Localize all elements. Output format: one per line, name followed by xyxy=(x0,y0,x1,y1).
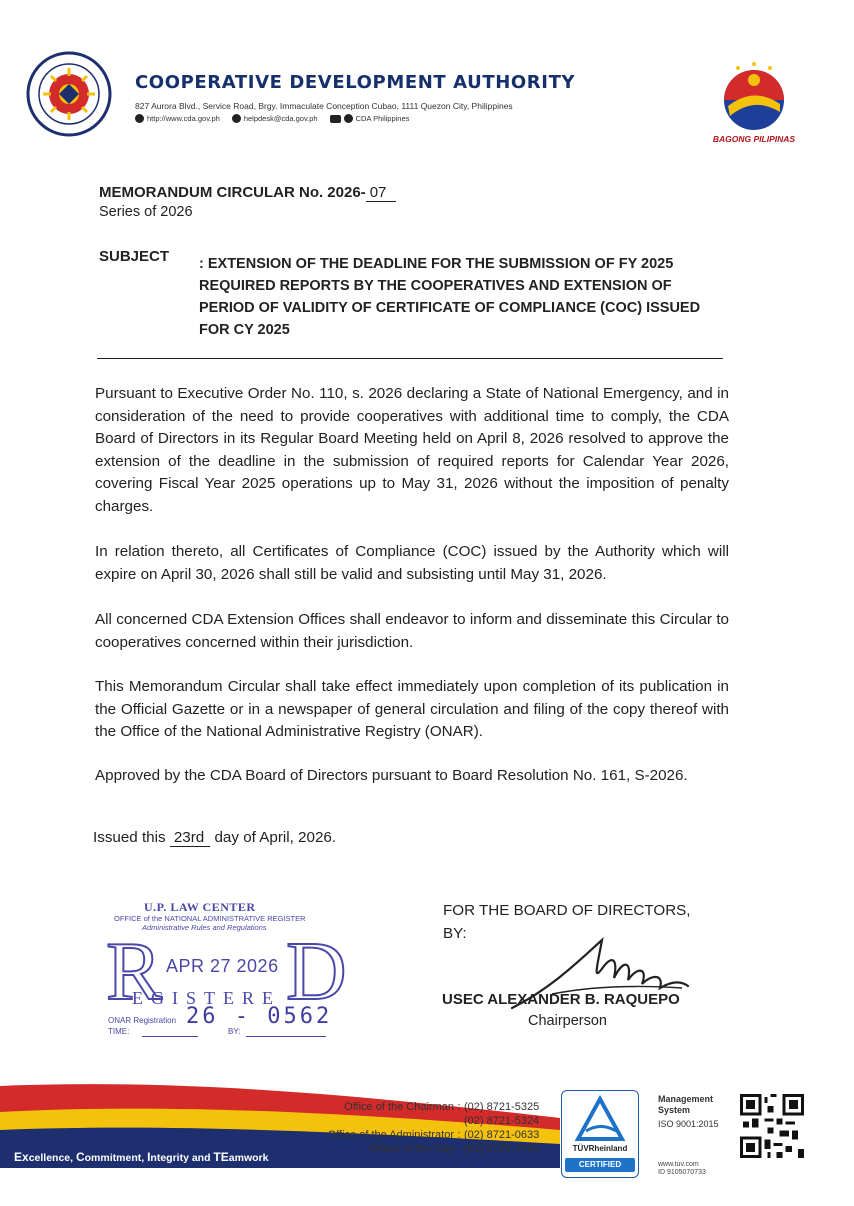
issued-day: 23rd xyxy=(170,829,210,847)
footer-motto xyxy=(14,1150,268,1164)
stamp-by-label: BY: xyxy=(228,1027,241,1036)
tuv-web-info: www.tuv.com ID 9105070733 xyxy=(658,1161,706,1176)
stamp-big-d: D xyxy=(286,925,347,1018)
motto-commitment: Commitment, xyxy=(75,1150,148,1164)
social-handle: CDA Philippines xyxy=(355,114,410,123)
stamp-onar-label: ONAR Registration xyxy=(108,1016,177,1025)
memo-title: MEMORANDUM CIRCULAR No. 2026- 07 xyxy=(99,184,396,202)
stamp-big-r: R xyxy=(106,925,163,1018)
stamp-time-line xyxy=(142,1036,198,1037)
bagong-pilipinas-text: BAGONG PILIPINAS xyxy=(712,134,796,144)
paragraph-5: Approved by the CDA Board of Directors pursuant to Board Resolution No. 161, S-2026. xyxy=(95,767,688,784)
tuv-triangle-icon xyxy=(562,1091,638,1147)
onar-registered-stamp xyxy=(100,896,347,1046)
subject-text: : EXTENSION OF THE DEADLINE FOR THE SUBMISSION OF FY 2025 REQUIRED REPORTS BY THE COOPERATIVES AND EXTENSION OF PERIOD OF VALIDITY OF CERTIFICATE OF COMPLIANCE (COC) ISSUED FOR CY 2025 xyxy=(199,256,701,338)
motto-integrity: Integrity xyxy=(147,1150,192,1164)
stamp-by-line xyxy=(246,1036,326,1037)
globe-icon xyxy=(135,114,144,123)
stamp-line-3: Administrative Rules and Regulations xyxy=(142,923,267,932)
tuv-certified-label: CERTIFIED xyxy=(565,1158,635,1172)
motto-teamwork: TEamwork xyxy=(213,1150,269,1164)
management-system-label: Management System xyxy=(658,1094,714,1115)
contact-row: Officer of the Day : (02) 8725-3764 xyxy=(368,1143,540,1155)
for-board-label: FOR THE BOARD OF DIRECTORS, xyxy=(443,902,691,919)
paragraph-2: In relation thereto, all Certificates of Compliance (COC) issued by the Authority which will expire on April 30, 2026 shall still be valid and subsisting until May 31, 2026. xyxy=(95,543,729,583)
subject-label: SUBJECT xyxy=(99,248,170,265)
qr-code-icon xyxy=(740,1094,804,1158)
website-link[interactable]: http://www.cda.gov.ph xyxy=(147,114,220,123)
issued-line: Issued this 23rd day of April, 2026. xyxy=(93,829,337,846)
bagong-pilipinas-logo xyxy=(708,60,800,132)
footer-contacts xyxy=(268,1100,554,1156)
email-icon xyxy=(232,114,241,123)
contact-row: Office of the Administrator : (02) 8721-0633 xyxy=(327,1129,540,1141)
signer-name: USEC ALEXANDER B. RAQUEPO xyxy=(442,991,680,1008)
org-contacts xyxy=(135,114,409,123)
org-address: 827 Aurora Blvd., Service Road, Brgy. Immaculate Conception Cubao, 1111 Quezon City, Philippines xyxy=(135,101,513,111)
paragraph-4: This Memorandum Circular shall take effect immediately upon completion of its publication in the Official Gazette or in a newspaper of general circulation and filing of the copy thereof with the Office of the National Administrative Registry (ONAR). xyxy=(95,678,729,740)
signature-by-label: BY: xyxy=(443,925,467,942)
motto-and: and xyxy=(191,1152,214,1164)
tuv-name: TÜVRheinland xyxy=(572,1144,628,1153)
subject-divider xyxy=(97,358,723,359)
motto-excellence: Excellence, xyxy=(14,1150,76,1164)
stamp-line-2: OFFICE of the NATIONAL ADMINISTRATIVE REGISTER xyxy=(114,914,306,923)
iso-label: ISO 9001:2015 xyxy=(658,1119,719,1129)
memo-series: Series of 2026 xyxy=(99,204,193,220)
facebook-icon xyxy=(344,114,353,123)
signer-title: Chairperson xyxy=(528,1013,607,1029)
memo-number: 07 xyxy=(366,184,397,202)
paragraph-3: All concerned CDA Extension Offices shall endeavor to inform and disseminate this Circular to cooperatives concerned within their jurisdiction. xyxy=(95,611,729,651)
stamp-registered: EGISTERE xyxy=(132,988,281,1008)
paragraph-1: Pursuant to Executive Order No. 110, s. 2026 declaring a State of National Emergency, and in consideration of the need to provide cooperatives with additional time to comply, the CDA Board of Directors in its Regular Board Meeting held on April 8, 2026 resolved to approve the extension of the deadline in the submission of required reports for Calendar Year 2026, covering Fiscal Year 2025 operations up to May 31, 2026 without the imposition of penalty charges. xyxy=(95,385,729,515)
org-name: COOPERATIVE DEVELOPMENT AUTHORITY xyxy=(135,72,576,93)
stamp-date: APR 27 2026 xyxy=(166,956,279,976)
contact-row: (02) 8721-5324 xyxy=(464,1115,540,1127)
stamp-time-label: TIME: xyxy=(108,1027,130,1036)
youtube-icon xyxy=(330,115,341,123)
email-link[interactable]: helpdesk@cda.gov.ph xyxy=(243,114,318,123)
contact-row: Office of the Chairman : (02) 8721-5325 xyxy=(344,1101,540,1113)
cda-seal-logo xyxy=(14,50,124,138)
stamp-line-1: U.P. LAW CENTER xyxy=(144,900,256,914)
stamp-onar-number: 26 - 0562 xyxy=(186,1004,333,1029)
